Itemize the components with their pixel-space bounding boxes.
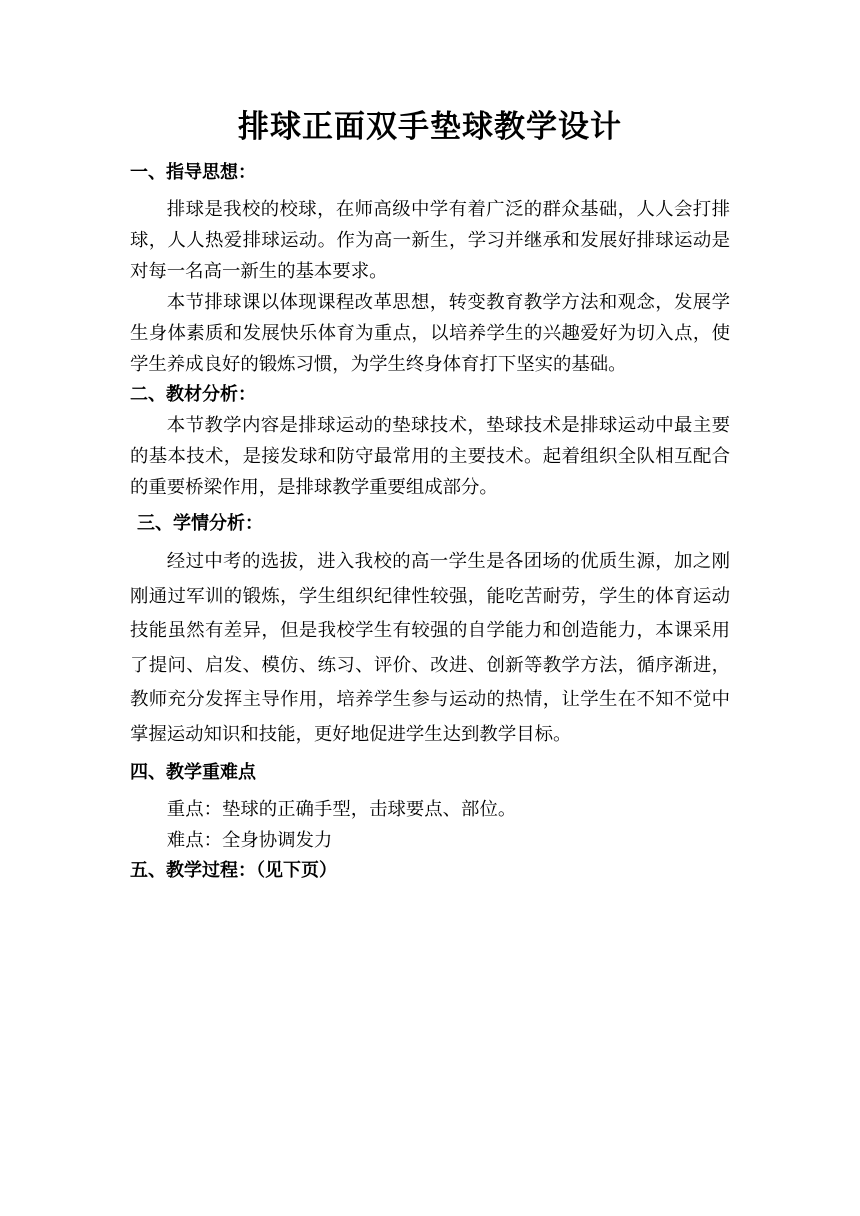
section-heading-teaching-process: 五、教学过程：（见下页） [130, 860, 337, 881]
section-heading-key-points: 四、教学重难点 [130, 762, 256, 783]
section-heading-guiding-ideology: 一、指导思想： [130, 162, 256, 183]
paragraph-key-point: 重点：垫球的正确手型，击球要点、部位。 [166, 799, 517, 820]
paragraph-student-analysis: 经过中考的选拔，进入我校的高一学生是各团场的优质生源，加之刚刚通过军训的锻炼，学生组织纪律性较强，能吃苦耐劳，学生的体育运动技能虽然有差异，但是我校学生有较强的自学能力和创造能力，本课采用了提问、启发、模仿、练习、评价、改进、创新等教学方法，循序渐进，教师充分发挥主导作用，培养学生参与运动的热情，让学生在不知不觉中掌握运动知识和技能，更好地促进学生达到教学目标。 [130, 551, 730, 745]
paragraph-difficult-point: 难点：全身协调发力 [166, 830, 333, 851]
document-title: 排球正面双手垫球教学设计 [238, 109, 622, 145]
document-page [130, 104, 730, 886]
section-heading-student-analysis: 三、学情分析： [137, 513, 263, 534]
section-heading-material-analysis: 二、教材分析： [130, 384, 256, 405]
paragraph-guiding-ideology-1: 排球是我校的校球，在师高级中学有着广泛的群众基础，人人会打排球，人人热爱排球运动。作为高一新生，学习并继承和发展好排球运动是对每一名高一新生的基本要求。 [130, 199, 730, 282]
paragraph-guiding-ideology-2: 本节排球课以体现课程改革思想，转变教育教学方法和观念，发展学生身体素质和发展快乐体育为重点，以培养学生的兴趣爱好为切入点，使学生养成良好的锻炼习惯，为学生终身体育打下坚实的基础。 [130, 292, 730, 375]
paragraph-material-analysis: 本节教学内容是排球运动的垫球技术，垫球技术是排球运动中最主要的基本技术，是接发球和防守最常用的主要技术。起着组织全队相互配合的重要桥梁作用，是排球教学重要组成部分。 [130, 415, 730, 498]
